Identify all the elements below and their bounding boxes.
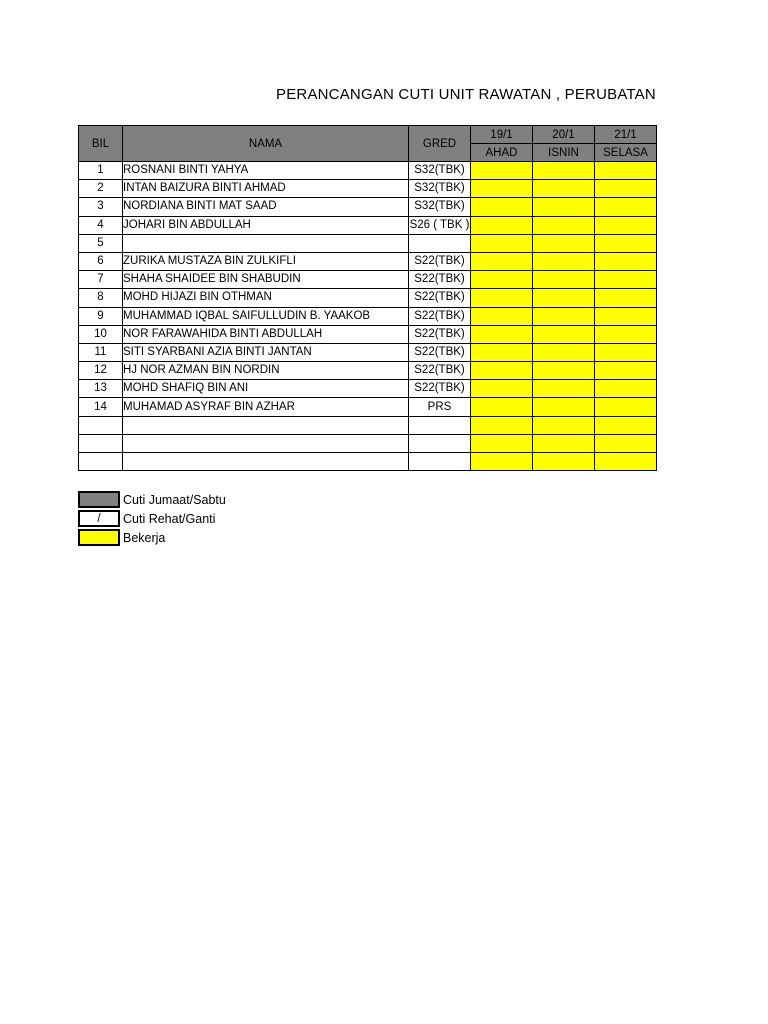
cell-nama[interactable] [123, 453, 409, 471]
cell-day-schedule[interactable] [533, 380, 595, 398]
legend [78, 490, 226, 547]
cell-gred[interactable]: S22(TBK) [409, 343, 471, 361]
table-row [79, 362, 657, 380]
cell-bil[interactable]: 2 [79, 180, 123, 198]
cell-nama[interactable]: SHAHA SHAIDEE BIN SHABUDIN [123, 271, 409, 289]
cell-bil[interactable]: 14 [79, 398, 123, 416]
cell-day-schedule[interactable] [595, 453, 657, 471]
cell-bil[interactable]: 10 [79, 325, 123, 343]
cell-day-schedule[interactable] [471, 198, 533, 216]
cell-gred[interactable] [409, 453, 471, 471]
cell-bil[interactable]: 7 [79, 271, 123, 289]
cell-day-schedule[interactable] [595, 162, 657, 180]
cell-day-schedule[interactable] [533, 180, 595, 198]
cell-bil[interactable]: 3 [79, 198, 123, 216]
cell-day-schedule[interactable] [595, 307, 657, 325]
cell-bil[interactable] [79, 453, 123, 471]
cell-day-schedule[interactable] [533, 416, 595, 434]
cell-day-schedule[interactable] [533, 198, 595, 216]
cell-day-schedule[interactable] [471, 398, 533, 416]
table-row [79, 198, 657, 216]
cell-day-schedule[interactable] [533, 162, 595, 180]
cell-gred[interactable]: S32(TBK) [409, 162, 471, 180]
cell-nama[interactable]: ZURIKA MUSTAZA BIN ZULKIFLI [123, 252, 409, 270]
table-row [79, 234, 657, 252]
cell-nama[interactable] [123, 434, 409, 452]
table-row [79, 343, 657, 361]
cell-gred[interactable]: S22(TBK) [409, 362, 471, 380]
cell-gred[interactable]: S22(TBK) [409, 325, 471, 343]
cell-gred[interactable] [409, 434, 471, 452]
legend-swatch-gray[interactable] [78, 491, 120, 508]
cell-nama[interactable]: JOHARI BIN ABDULLAH [123, 216, 409, 234]
table-row [79, 162, 657, 180]
cell-day-schedule[interactable] [471, 162, 533, 180]
cell-bil[interactable]: 12 [79, 362, 123, 380]
cell-day-schedule[interactable] [471, 234, 533, 252]
cell-gred[interactable]: S22(TBK) [409, 271, 471, 289]
cell-gred[interactable]: S26 ( TBK ) [409, 216, 471, 234]
legend-item [78, 528, 226, 547]
table-row [79, 434, 657, 452]
cell-nama[interactable]: SITI SYARBANI AZIA BINTI JANTAN [123, 343, 409, 361]
cell-day-schedule[interactable] [471, 289, 533, 307]
table-row [79, 271, 657, 289]
cell-nama[interactable]: NORDIANA BINTI MAT SAAD [123, 198, 409, 216]
cell-day-schedule[interactable] [533, 289, 595, 307]
table-row [79, 180, 657, 198]
cell-day-schedule[interactable] [533, 398, 595, 416]
header-bil[interactable]: BIL [79, 126, 123, 162]
cell-day-schedule[interactable] [471, 362, 533, 380]
legend-label: Cuti Rehat/Ganti [123, 511, 216, 526]
cell-bil[interactable] [79, 416, 123, 434]
cell-day-schedule[interactable] [533, 307, 595, 325]
cell-day-schedule[interactable] [471, 307, 533, 325]
cell-day-schedule[interactable] [595, 216, 657, 234]
table-row [79, 252, 657, 270]
header-day[interactable]: ISNIN [533, 144, 595, 162]
table-row [79, 289, 657, 307]
cell-day-schedule[interactable] [595, 362, 657, 380]
cell-bil[interactable]: 1 [79, 162, 123, 180]
table-row [79, 325, 657, 343]
header-date[interactable]: 20/1 [533, 126, 595, 144]
cell-bil[interactable]: 6 [79, 252, 123, 270]
cell-bil[interactable]: 4 [79, 216, 123, 234]
legend-swatch-white[interactable]: / [78, 510, 120, 527]
table-row [79, 307, 657, 325]
cell-bil[interactable]: 11 [79, 343, 123, 361]
cell-day-schedule[interactable] [595, 380, 657, 398]
table-row [79, 380, 657, 398]
legend-swatch-yellow[interactable] [78, 529, 120, 546]
header-nama[interactable]: NAMA [123, 126, 409, 162]
cell-day-schedule[interactable] [471, 252, 533, 270]
cell-day-schedule[interactable] [595, 234, 657, 252]
table-row [79, 453, 657, 471]
cell-day-schedule[interactable] [595, 325, 657, 343]
legend-item [78, 509, 226, 528]
cell-day-schedule[interactable] [471, 216, 533, 234]
cell-bil[interactable]: 8 [79, 289, 123, 307]
cell-gred[interactable]: S22(TBK) [409, 252, 471, 270]
cell-nama[interactable]: INTAN BAIZURA BINTI AHMAD [123, 180, 409, 198]
cell-gred[interactable]: S32(TBK) [409, 180, 471, 198]
legend-label: Bekerja [123, 530, 166, 545]
cell-day-schedule[interactable] [533, 453, 595, 471]
cell-gred[interactable]: S22(TBK) [409, 307, 471, 325]
cell-day-schedule[interactable] [471, 380, 533, 398]
cell-day-schedule[interactable] [595, 434, 657, 452]
table-body [79, 162, 657, 471]
cell-day-schedule[interactable] [595, 271, 657, 289]
legend-item [78, 490, 226, 509]
cell-day-schedule[interactable] [533, 271, 595, 289]
cell-bil[interactable]: 5 [79, 234, 123, 252]
cell-gred[interactable] [409, 416, 471, 434]
cell-nama[interactable]: NOR FARAWAHIDA BINTI ABDULLAH [123, 325, 409, 343]
legend-label: Cuti Jumaat/Sabtu [123, 492, 226, 507]
cell-bil[interactable] [79, 434, 123, 452]
cell-day-schedule[interactable] [595, 198, 657, 216]
cell-bil[interactable]: 13 [79, 380, 123, 398]
cell-day-schedule[interactable] [471, 453, 533, 471]
cell-nama[interactable]: HJ NOR AZMAN BIN NORDIN [123, 362, 409, 380]
cell-bil[interactable]: 9 [79, 307, 123, 325]
table-row [79, 416, 657, 434]
cell-day-schedule[interactable] [595, 252, 657, 270]
cell-nama[interactable]: ROSNANI BINTI YAHYA [123, 162, 409, 180]
cell-day-schedule[interactable] [595, 289, 657, 307]
cell-day-schedule[interactable] [595, 398, 657, 416]
cell-day-schedule[interactable] [533, 362, 595, 380]
cell-nama[interactable]: MOHD SHAFIQ BIN ANI [123, 380, 409, 398]
cell-nama[interactable]: MUHAMMAD IQBAL SAIFULLUDIN B. YAAKOB [123, 307, 409, 325]
cell-nama[interactable] [123, 416, 409, 434]
cell-day-schedule[interactable] [471, 325, 533, 343]
header-gred[interactable]: GRED [409, 126, 471, 162]
cell-nama[interactable]: MUHAMAD ASYRAF BIN AZHAR [123, 398, 409, 416]
cell-day-schedule[interactable] [533, 216, 595, 234]
header-date[interactable]: 21/1 [595, 126, 657, 144]
cell-gred[interactable] [409, 234, 471, 252]
cell-day-schedule[interactable] [595, 343, 657, 361]
cell-gred[interactable]: S32(TBK) [409, 198, 471, 216]
cell-day-schedule[interactable] [471, 180, 533, 198]
cell-nama[interactable] [123, 234, 409, 252]
cell-day-schedule[interactable] [471, 434, 533, 452]
table-row [79, 398, 657, 416]
cell-day-schedule[interactable] [471, 416, 533, 434]
sheet-title: PERANCANGAN CUTI UNIT RAWATAN , PERUBATAN [276, 86, 656, 103]
cell-day-schedule[interactable] [533, 252, 595, 270]
cell-day-schedule[interactable] [533, 325, 595, 343]
header-day[interactable]: SELASA [595, 144, 657, 162]
cell-day-schedule[interactable] [533, 343, 595, 361]
header-date[interactable]: 19/1 [471, 126, 533, 144]
cell-day-schedule[interactable] [471, 271, 533, 289]
cell-gred[interactable]: S22(TBK) [409, 289, 471, 307]
cell-day-schedule[interactable] [533, 234, 595, 252]
cell-gred[interactable]: PRS [409, 398, 471, 416]
cell-nama[interactable]: MOHD HIJAZI BIN OTHMAN [123, 289, 409, 307]
table-row [79, 216, 657, 234]
leave-schedule-table [78, 125, 657, 471]
cell-gred[interactable]: S22(TBK) [409, 380, 471, 398]
header-day[interactable]: AHAD [471, 144, 533, 162]
cell-day-schedule[interactable] [533, 434, 595, 452]
cell-day-schedule[interactable] [595, 180, 657, 198]
cell-day-schedule[interactable] [471, 343, 533, 361]
cell-day-schedule[interactable] [595, 416, 657, 434]
